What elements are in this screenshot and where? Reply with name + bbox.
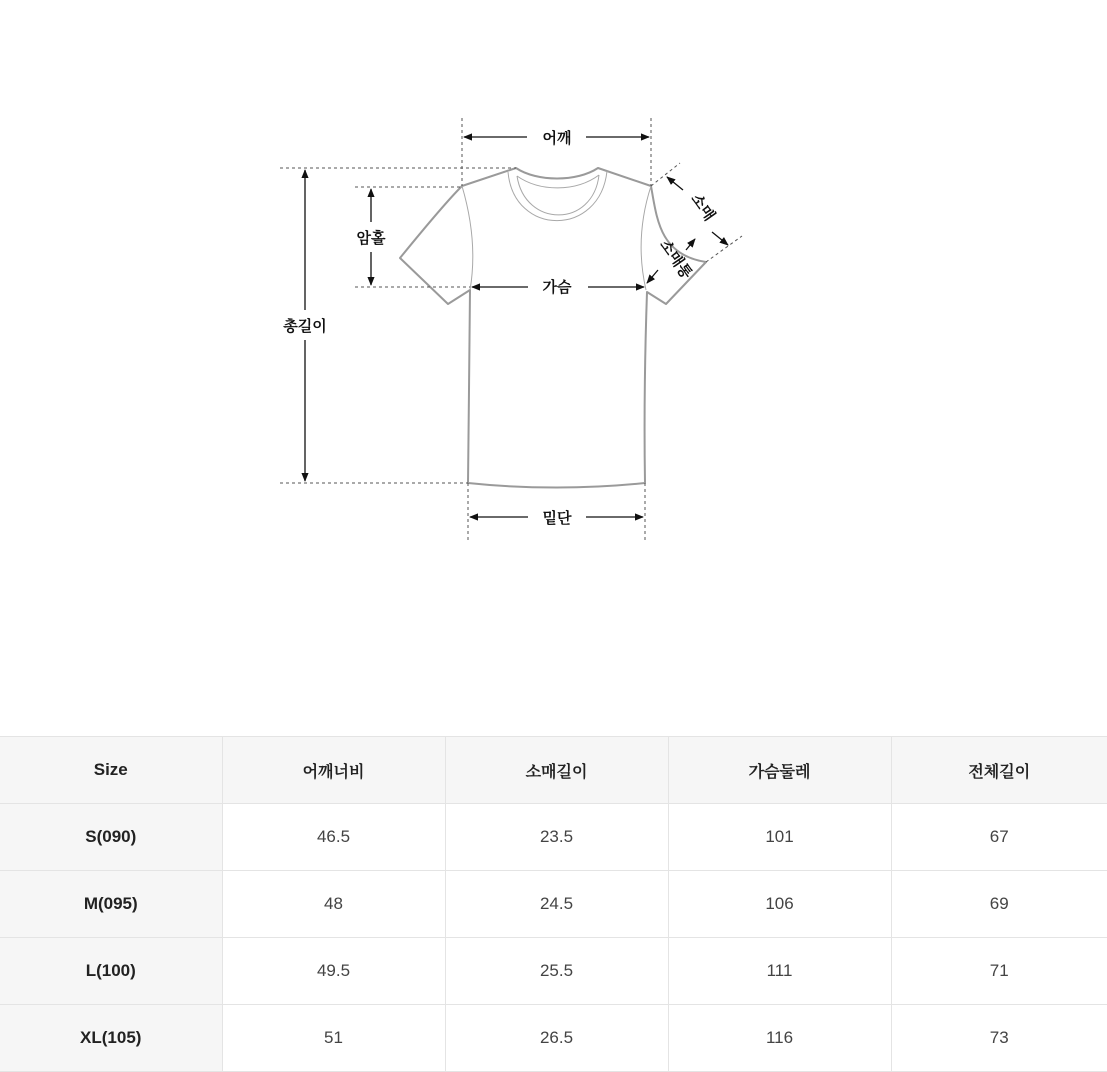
table-row <box>0 871 1107 938</box>
row-size: S(090) <box>0 804 222 871</box>
header-size: Size <box>0 737 222 804</box>
armhole-label: 암홀 <box>356 229 386 247</box>
chest-dimension <box>472 278 644 296</box>
cell-sleeve-length: 26.5 <box>445 1005 668 1072</box>
header-total-length: 전체길이 <box>891 737 1107 804</box>
table-row <box>0 938 1107 1005</box>
sleeve-label: 소매 <box>687 190 719 225</box>
header-sleeve-length: 소매길이 <box>445 737 668 804</box>
total-length-label: 총길이 <box>283 317 327 335</box>
cell-total-length: 67 <box>891 804 1107 871</box>
hem-label: 밑단 <box>542 509 572 527</box>
row-size: L(100) <box>0 938 222 1005</box>
cell-chest-circumference: 116 <box>668 1005 891 1072</box>
sleeve-opening-label: 소매통 <box>656 236 696 283</box>
row-size: M(095) <box>0 871 222 938</box>
cell-sleeve-length: 24.5 <box>445 871 668 938</box>
table-row <box>0 804 1107 871</box>
table-row <box>0 1005 1107 1072</box>
cell-shoulder-width: 46.5 <box>222 804 445 871</box>
header-chest-circumference: 가슴둘레 <box>668 737 891 804</box>
chest-label: 가슴 <box>542 278 572 296</box>
header-row <box>0 737 1107 804</box>
sleeve-opening-dimension <box>647 236 696 283</box>
cell-sleeve-length: 25.5 <box>445 938 668 1005</box>
size-table-header <box>0 737 1107 804</box>
armhole-dimension <box>357 189 386 285</box>
cell-chest-circumference: 101 <box>668 804 891 871</box>
cell-shoulder-width: 51 <box>222 1005 445 1072</box>
tshirt-outline <box>400 168 706 488</box>
size-table-body <box>0 804 1107 1072</box>
cell-total-length: 69 <box>891 871 1107 938</box>
row-size: XL(105) <box>0 1005 222 1072</box>
hem-dimension <box>470 509 643 527</box>
header-shoulder-width: 어깨너비 <box>222 737 445 804</box>
cell-shoulder-width: 48 <box>222 871 445 938</box>
size-table <box>0 736 1107 1072</box>
sleeve-length-dimension <box>667 177 728 245</box>
cell-chest-circumference: 111 <box>668 938 891 1005</box>
cell-chest-circumference: 106 <box>668 871 891 938</box>
cell-shoulder-width: 49.5 <box>222 938 445 1005</box>
total-length-dimension <box>282 170 326 481</box>
cell-sleeve-length: 23.5 <box>445 804 668 871</box>
shoulder-label: 어깨 <box>542 129 572 147</box>
shoulder-dimension <box>464 129 649 147</box>
cell-total-length: 73 <box>891 1005 1107 1072</box>
cell-total-length: 71 <box>891 938 1107 1005</box>
